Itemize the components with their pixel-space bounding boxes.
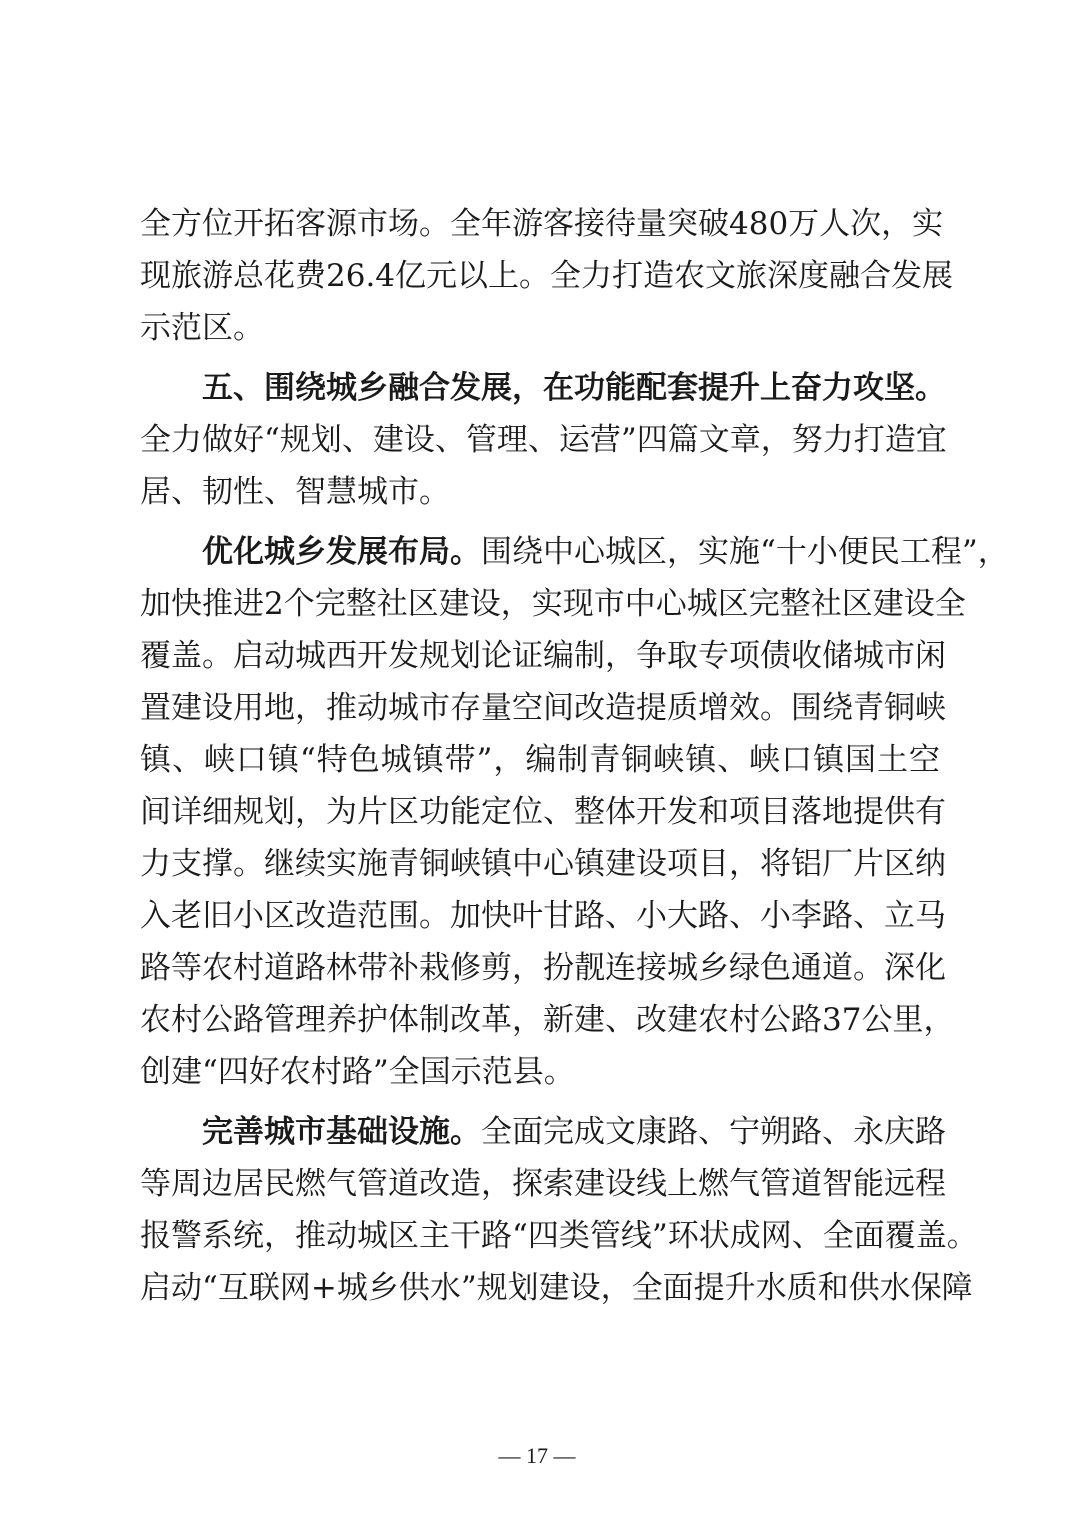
- text-span: 围绕中心城区，实施“十小便民工程”，: [481, 534, 1009, 570]
- paragraph-lead: 完善城市基础设施。: [202, 1114, 481, 1150]
- paragraph-urban-layout: [140, 526, 1009, 1098]
- text-line: 报警系统，推动城区主干路“四类管线”环状成网、全面覆盖。: [140, 1218, 978, 1254]
- text-line: 镇、峡口镇“特色城镇带”，编制青铜峡镇、峡口镇国土空: [140, 742, 940, 778]
- text-line: 创建“四好农村路”全国示范县。: [140, 1054, 575, 1090]
- text-line: 全力做好“规划、建设、管理、运营”四篇文章，努力打造宜: [140, 422, 947, 458]
- text-line: [140, 526, 1009, 578]
- paragraph-lead: 优化城乡发展布局。: [202, 534, 481, 570]
- paragraph-tourism: [140, 198, 954, 354]
- text-line: 路等农村道路林带补栽修剪，扮靓连接城乡绿色通道。深化: [140, 950, 946, 986]
- text-span: 全面完成文康路、宁朔路、永庆路: [481, 1114, 946, 1150]
- text-line: 全方位开拓客源市场。全年游客接待量突破480万人次，实: [140, 206, 944, 242]
- text-line: 居、韧性、智慧城市。: [140, 474, 450, 510]
- paragraph-infrastructure: [140, 1106, 978, 1314]
- text-line: 启动“互联网+城乡供水”规划建设，全面提升水质和供水保障: [140, 1270, 973, 1306]
- text-line: 农村公路管理养护体制改革，新建、改建农村公路37公里，: [140, 1002, 955, 1038]
- text-line: 置建设用地，推动城市存量空间改造提质增效。围绕青铜峡: [140, 690, 946, 726]
- text-line: 现旅游总花费26.4亿元以上。全力打造农文旅深度融合发展: [140, 258, 954, 294]
- text-line: 示范区。: [140, 310, 264, 346]
- document-body: [140, 198, 1009, 1314]
- text-line: 等周边居民燃气管道改造，探索建设线上燃气管道智能远程: [140, 1166, 946, 1202]
- text-line: 间详细规划，为片区功能定位、整体开发和项目落地提供有: [140, 794, 946, 830]
- text-line: 覆盖。启动城西开发规划论证编制，争取专项债收储城市闲: [140, 638, 946, 674]
- text-line: 加快推进2个完整社区建设，实现市中心城区完整社区建设全: [140, 586, 966, 622]
- section-five: [140, 362, 947, 518]
- page-number: — 17 —: [498, 1443, 576, 1468]
- text-line: [140, 1106, 946, 1158]
- section-heading: 五、围绕城乡融合发展，在功能配套提升上奋力攻坚。: [202, 370, 946, 406]
- text-line: 力支撑。继续实施青铜峡镇中心镇建设项目，将铝厂片区纳: [140, 846, 946, 882]
- text-line: 入老旧小区改造范围。加快叶甘路、小大路、小李路、立马: [140, 898, 946, 934]
